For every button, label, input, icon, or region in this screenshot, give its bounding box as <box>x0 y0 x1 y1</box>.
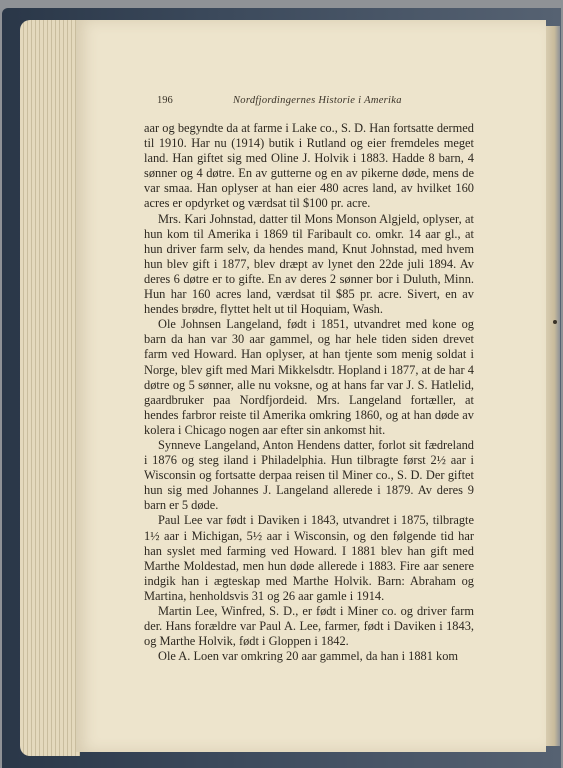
paragraph: Paul Lee var født i Daviken i 1843, utvandret i 1875, tilbragte 1½ aar i Michigan, 5½ aar i Wisconsin, og den følgende tid har han syslet med farming ved Howard. I 1881 blev han gift med Marthe Moldestad, men hun døde allerede i 1883. Fire aar senere indgik han i ægteskap med Marthe Holvik. Barn: Abraham og Martina, henholdsvis 31 og 26 aar gamle i 1914. <box>144 513 474 603</box>
page-number: 196 <box>157 95 173 106</box>
page-edges <box>20 20 80 756</box>
paragraph: Martin Lee, Winfred, S. D., er født i Miner co. og driver farm der. Hans forældre var Paul A. Lee, farmer, født i Daviken i 1843, og Marthe Holvik, født i Gloppen i 1842. <box>144 604 474 649</box>
page-text <box>144 121 474 664</box>
margin-mark <box>553 320 557 324</box>
page-right-edge <box>546 26 560 746</box>
paragraph: Synneve Langeland, Anton Hendens datter, forlot sit fædreland i 1876 og steg iland i Philadelphia. Hun tilbragte først 2½ aar i Wisconsin og fortsatte derpaa reisen til Miner co., S. D. Der giftet hun sig med Johannes J. Langeland allerede i 1879. Av deres 9 barn er 5 døde. <box>144 437 474 513</box>
paragraph: aar og begyndte da at farme i Lake co., S. D. Han fortsatte dermed til 1910. Har nu (1914) butik i Rutland og eier fremdeles meget land. Han giftet sig med Oline J. Holvik i 1883. Hadde 8 barn, 4 sønner og 4 døtre. En av gutterne og en av pikerne døde, mens de var smaa. Han oplyser at han eier 480 acres land, av hvilket 160 acres er opdyrket og værdsat til $100 pr. acre. <box>144 121 474 211</box>
running-title: Nordfjordingernes Historie i Amerika <box>233 95 402 106</box>
paragraph: Ole A. Loen var omkring 20 aar gammel, da han i 1881 kom <box>158 649 459 664</box>
paragraph: Mrs. Kari Johnstad, datter til Mons Monson Algjeld, oplyser, at hun kom til Amerika i 1869 til Faribault co. omkr. 14 aar gl., at hun driver farm selv, da hendes mand, Knut Johnstad, med hvem hun blev gift i 1877, blev dræpt av lynet den 22de juli 1894. Av deres 6 døtre er to gifte. En av deres 2 sønner bor i Duluth, Minn. Hun har 160 acres land, værdsat til $85 pr. acre. Sivert, en av hendes brødre, flyttet helt ut til Hoquiam, Wash. <box>144 211 474 317</box>
paragraph: Ole Johnsen Langeland, født i 1851, utvandret med kone og barn da han var 30 aar gammel, og har hele tiden siden drevet farm ved Howard. Han oplyser, at han tjente som menig soldat i Norge, blev gift med Mari Mikkelsdtr. Hopland i 1877, at de har 4 døtre og 5 sønner, alle nu voksne, og at hans far var J. S. Hatlelid, gaardbruker paa Nordfjordeid. Mrs. Langeland fortæller, at hendes farbror reiste til Amerika omkring 1860, og at han døde av kolera i Chicago nogen aar efter sin ankomst hit. <box>144 317 474 437</box>
